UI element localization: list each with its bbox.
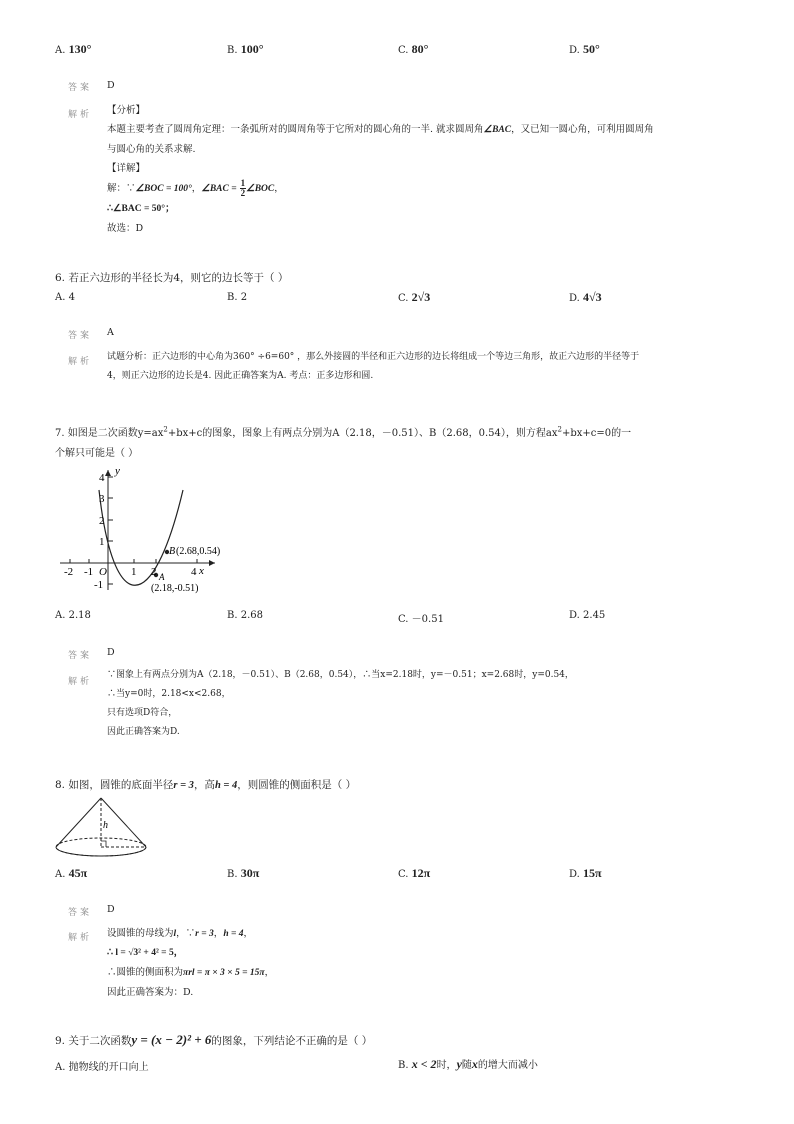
- analysis-text: ，: [213, 928, 224, 939]
- x-tick-label: 1: [131, 566, 137, 578]
- analysis-text: ，∵: [176, 928, 196, 939]
- question-text: 的图象，下列结论不正确的是（ ）: [211, 1035, 373, 1047]
- question-text: 7. 如图是二次函数y=ax: [55, 428, 164, 439]
- analysis-line: 试题分析：正六边形的中心角为360° ÷6=60° ，那么外接圆的半径和正六边形的边长将组成一个等边三角形，故正六边形的半径等于: [107, 352, 640, 362]
- q8-analysis-label: 解析: [68, 933, 93, 943]
- analysis-text: ∴圆锥的侧面积为: [107, 967, 184, 978]
- q6-answer-label: 答案: [68, 331, 93, 341]
- math-expr: ∠BOC: [246, 184, 275, 194]
- q8-analysis-block: [107, 924, 274, 1002]
- choose-line: 故选：D: [107, 223, 144, 234]
- q8-answer: D: [107, 904, 115, 915]
- option-label: A.: [55, 292, 66, 303]
- math-expr: x < 2: [411, 1057, 437, 1071]
- analysis-line: [107, 120, 654, 140]
- y-tick-label: 2: [99, 515, 105, 527]
- math-expr: πrl = π × 3 × 5 = 15π: [183, 968, 265, 978]
- q7-question-line-2: 个解只可能是（ ）: [55, 448, 139, 459]
- x-tick-label: -2: [64, 566, 74, 578]
- math-expr: h = 4: [214, 780, 238, 791]
- solve-prefix: 解：: [107, 183, 127, 194]
- math-expr: l: [173, 929, 177, 939]
- math-expr: x: [471, 1057, 478, 1071]
- question-text: ，高: [193, 779, 215, 791]
- option-label: A.: [55, 869, 66, 880]
- q5-option-d: [569, 42, 600, 57]
- analysis-text: ，又已知一圆心角，可利用圆周角: [511, 124, 654, 135]
- analysis-text: 本题主要考查了圆周角定理：一条弧所对的圆周角等于它所对的圆心角的一半. 就求圆周角: [107, 124, 484, 135]
- option-value: 130°: [68, 42, 92, 56]
- option-value: 2: [240, 292, 248, 303]
- point-a-coords: (2.18,-0.51): [151, 583, 199, 594]
- superscript: 2: [163, 425, 168, 434]
- math-expr: ∠BOC = 100°: [135, 184, 192, 194]
- analysis-line: 与圆心角的关系求解.: [107, 144, 196, 155]
- angle-bac: ∠BAC: [483, 125, 512, 135]
- option-text: 随: [461, 1060, 472, 1071]
- q6-answer: A: [107, 327, 114, 338]
- q8-cone-figure: [52, 794, 152, 864]
- x-tick-label: 4: [191, 566, 197, 578]
- cone-base-front: [56, 847, 146, 856]
- q5-option-c: [398, 42, 428, 57]
- option-label: B.: [227, 869, 238, 880]
- option-text: 的增大而减小: [477, 1060, 538, 1071]
- q6-analysis-label: 解析: [68, 357, 93, 367]
- y-axis-label: y: [115, 465, 120, 477]
- option-label: B.: [227, 610, 238, 621]
- fraction-numerator: 1: [240, 178, 246, 188]
- q7-option-d: [569, 610, 605, 621]
- detail-head: 【详解】: [107, 163, 146, 174]
- y-axis-arrow: [105, 470, 111, 476]
- y-tick-label: 4: [99, 472, 105, 484]
- point-a-label: A: [159, 572, 165, 582]
- superscript: 2: [557, 425, 562, 434]
- math-expr: r = 3: [173, 780, 194, 791]
- option-value: 45π: [68, 866, 88, 880]
- analysis-line: 4，则正六边形的边长是4. 因此正确答案为A. 考点：正多边形和圆.: [107, 371, 374, 381]
- option-value: 2.45: [583, 610, 606, 621]
- q7-analysis-label: 解析: [68, 677, 93, 687]
- q8-option-c: [398, 866, 430, 881]
- option-label: D.: [569, 610, 580, 621]
- option-label: B.: [227, 292, 238, 303]
- x-axis-arrow: [209, 560, 215, 566]
- option-label: B.: [227, 45, 238, 56]
- option-value: 15π: [583, 866, 602, 880]
- x-tick-label: 2: [151, 566, 157, 578]
- option-value: 50°: [583, 42, 600, 56]
- q5-option-b: [227, 42, 264, 57]
- q8-option-b: [227, 866, 259, 881]
- analysis-line: 只有选项D符合，: [107, 708, 178, 718]
- q6-question: 6. 若正六边形的半径长为4，则它的边长等于（ ）: [55, 272, 289, 284]
- q9-option-b: [398, 1056, 538, 1072]
- q7-option-c: [398, 610, 444, 625]
- point-b-label: B: [169, 546, 176, 557]
- option-value: 100°: [240, 42, 264, 56]
- q5-analysis-block: [107, 101, 654, 238]
- parabola-curve: [99, 490, 183, 585]
- origin-label: O: [99, 566, 107, 578]
- q5-answer: D: [107, 80, 115, 91]
- option-label: A.: [55, 1062, 66, 1073]
- y-tick-label: 1: [99, 536, 105, 548]
- math-expr: h = 4: [223, 929, 244, 939]
- q7-option-b: [227, 610, 263, 621]
- q7-answer-label: 答案: [68, 651, 93, 661]
- q6-option-b: [227, 292, 247, 303]
- question-text: ，则圆锥的侧面积是（ ）: [237, 779, 357, 791]
- q6-option-c: [398, 290, 430, 305]
- analysis-line: ∵图象上有两点分别为A（2.18，－0.51）、B（2.68，0.54），∴当x=2.18时，y=－0.51；x=2.68时，y=0.54，: [107, 670, 574, 680]
- option-value: 2√3: [411, 290, 431, 304]
- therefore-line: ∴∠BAC = 50°；: [107, 204, 175, 214]
- y-tick-label: 3: [99, 493, 105, 505]
- option-text: 时，: [436, 1060, 457, 1071]
- q5-option-a: [55, 42, 91, 57]
- question-text: +bx+c=0的一: [561, 428, 632, 439]
- x-axis-label: x: [199, 565, 204, 577]
- analysis-text: ，: [264, 967, 275, 978]
- math-expr: r = 3: [195, 929, 214, 939]
- analysis-line: ∴ l = √3² + 4² = 5，: [107, 948, 184, 958]
- option-value: 12π: [411, 866, 431, 880]
- point-b-coords: (2.68,0.54): [176, 546, 221, 557]
- q8-option-d: [569, 866, 602, 881]
- option-value: 抛物线的开口向上: [68, 1062, 149, 1073]
- q9-question: [55, 1032, 372, 1048]
- math-expr: ∠BAC =: [201, 184, 237, 194]
- cone-left-edge: [56, 798, 101, 847]
- q6-option-d: [569, 290, 602, 305]
- q7-parabola-graph: [55, 462, 235, 597]
- analysis-line: 因此正确答案为：D.: [107, 987, 194, 998]
- q5-answer-label: 答案: [68, 83, 93, 93]
- math-expr: y = (x − 2)² + 6: [131, 1032, 212, 1047]
- analysis-line: [107, 924, 274, 944]
- option-label: D.: [569, 293, 580, 304]
- q7-option-a: [55, 610, 91, 621]
- q9-option-a: [55, 1058, 149, 1073]
- option-value: 2.18: [68, 610, 91, 621]
- q8-option-a: [55, 866, 87, 881]
- q6-option-a: [55, 292, 75, 303]
- option-value: －0.51: [411, 614, 444, 625]
- q5-analysis-label: 解析: [68, 110, 93, 120]
- analysis-line: ∴当y=0时，2.18<x<2.68，: [107, 689, 231, 699]
- q7-question-line-1: [55, 424, 631, 439]
- q7-answer: D: [107, 647, 115, 658]
- analysis-line: [107, 963, 274, 983]
- option-value: 30π: [240, 866, 260, 880]
- analysis-text: 设圆锥的母线为: [107, 928, 174, 939]
- option-label: D.: [569, 869, 580, 880]
- math-expr: y: [456, 1057, 462, 1071]
- option-value: 4: [68, 292, 75, 303]
- option-label: C.: [398, 45, 409, 56]
- option-label: A.: [55, 45, 66, 56]
- option-value: 2.68: [240, 610, 263, 621]
- q7-analysis-block: [107, 666, 574, 742]
- q8-answer-label: 答案: [68, 908, 93, 918]
- question-text: 9. 关于二次函数: [55, 1035, 132, 1047]
- q8-question: [55, 777, 356, 792]
- option-label: D.: [569, 45, 580, 56]
- option-label: C.: [398, 614, 409, 625]
- analysis-head: 【分析】: [107, 105, 146, 116]
- analysis-line: 因此正确答案为D.: [107, 727, 180, 737]
- option-label: C.: [398, 869, 409, 880]
- question-text: +bx+c的图象，图象上有两点分别为A（2.18，－0.51）、B（2.68，0.54），则方程ax: [167, 428, 558, 439]
- analysis-text: ，: [243, 928, 254, 939]
- solve-line: 解：∵∠BOC = 100°，∠BAC = $\frac{1}{2}$ ∠BOC，: [107, 178, 284, 198]
- option-value: 80°: [411, 42, 429, 56]
- height-label: h: [103, 820, 108, 831]
- y-tick-label: -1: [94, 579, 104, 591]
- right-angle-mark: [101, 841, 106, 847]
- x-tick-label: -1: [84, 566, 94, 578]
- question-text: 8. 如图，圆锥的底面半径: [55, 779, 174, 791]
- because-symbol: ∵: [126, 183, 136, 194]
- option-value: 4√3: [583, 290, 602, 304]
- fraction-denominator: 2: [240, 188, 246, 198]
- option-label: C.: [398, 293, 409, 304]
- q6-analysis-block: [107, 348, 639, 386]
- option-label: B.: [398, 1060, 409, 1071]
- option-label: A.: [55, 610, 66, 621]
